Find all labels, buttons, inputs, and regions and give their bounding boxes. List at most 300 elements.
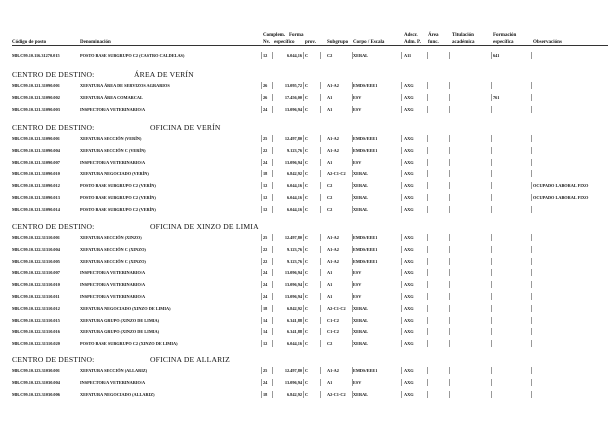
header-area-top: Área [428,33,439,38]
cell-nv: 22 [263,258,268,264]
column-divider [427,82,428,89]
column-divider [531,206,532,213]
header-complemento-top: Complem. [263,33,286,38]
cell-adscr: AXG [404,379,414,385]
cell-comp: 13.096,94 [284,282,302,288]
cell-forma: C [305,206,309,212]
table-row [0,170,615,177]
cell-comp: 12.497,80 [284,235,302,240]
cell-sub: A1-A2 [327,235,339,240]
column-divider [449,317,450,324]
column-divider [491,379,492,386]
header-adscr-top: Adscr. [404,33,418,38]
column-divider [427,135,428,142]
column-divider [401,246,402,253]
cell-comp: 12.497,80 [284,368,302,373]
column-divider [261,82,262,89]
cell-den: XEFATURA NEGOCIADO (ALLARIZ) [80,391,155,397]
cell-code: MR.C99.10.116.31270.015 [12,53,60,58]
cell-nv: 24 [263,282,268,288]
section-label: CENTRO DE DESTINO: [12,355,95,364]
column-divider [491,246,492,253]
cell-comp: 13.096,94 [284,270,302,276]
cell-forma: C [305,270,309,276]
column-divider [449,182,450,189]
column-divider [320,52,321,59]
column-divider [303,328,304,335]
column-divider [401,94,402,101]
cell-comp: 6.842,92 [286,305,302,311]
cell-forma: C [305,294,309,299]
column-divider [491,234,492,241]
cell-nv: 14 [263,317,268,323]
header-titulacion-bottom: académica [452,40,475,45]
cell-adscr: AXG [404,107,414,112]
column-divider [531,305,532,312]
cell-sub: A1 [327,159,333,165]
cell-sub: A2-C1-C2 [327,391,346,397]
cell-nv: 24 [263,159,268,165]
cell-nv: 22 [263,246,268,252]
table-row [0,234,615,241]
column-divider [401,206,402,213]
column-divider [449,194,450,201]
column-divider [491,391,492,398]
column-divider [303,391,304,398]
column-divider [303,194,304,201]
column-divider [261,135,262,142]
column-divider [320,293,321,300]
header-area-bottom: func. [428,40,439,45]
column-divider [303,52,304,59]
column-divider [303,234,304,241]
cell-forma: C [305,246,309,252]
cell-code: MR.C99.10.122.31310.011 [12,294,60,299]
column-divider [531,281,532,288]
cell-nv: 25 [263,368,268,373]
cell-comp: 9.123,76 [286,246,302,252]
table-row [0,340,615,347]
column-divider [531,170,532,177]
cell-adscr: AXG [404,317,414,323]
cell-comp: 6.044,16 [286,341,302,347]
column-divider [449,159,450,166]
column-divider [491,206,492,213]
cell-adscr: AXG [404,341,414,347]
section-name: OFICINA DE VERÍN [150,123,221,132]
column-divider [427,170,428,177]
cell-den: POSTO BASE SUBGRUPO C2 (XINZO DE LIMIA) [80,341,178,347]
column-divider [303,135,304,142]
cell-adscr: AXG [404,282,414,288]
cell-den: XEFATURA SECCIÓN C (XINZO) [80,258,146,264]
table-row [0,135,615,142]
column-divider [261,293,262,300]
table-row [0,367,615,374]
cell-den: INSPECTOR/A VETERINARIO/A [80,379,146,385]
column-divider [449,135,450,142]
cell-code: MR.C99.10.123.31030.004 [12,379,60,385]
column-divider [261,379,262,386]
column-divider [491,159,492,166]
column-divider [491,258,492,265]
cell-adscr: AXG [404,159,414,165]
column-divider [491,305,492,312]
cell-corpo: XERAL [353,195,369,200]
column-divider [427,194,428,201]
cell-code: MR.C99.10.123.31030.001 [12,368,60,373]
cell-nv: 26 [263,83,268,88]
cell-code: MR.C99.10.122.31310.005 [12,258,60,264]
cell-sub: A1-A2 [327,136,339,141]
cell-corpo: ESV [353,282,362,288]
cell-nv: 12 [263,183,268,189]
column-divider [531,94,532,101]
cell-adscr: AXG [404,294,414,299]
column-divider [303,170,304,177]
column-divider [449,206,450,213]
cell-forma: C [305,83,309,88]
cell-corpo: XERAL [353,53,369,58]
cell-code: MR.C99.10.123.31030.006 [12,391,60,397]
cell-nv: 25 [263,235,268,240]
cell-corpo: EMDS/EEE1 [353,147,378,153]
column-divider [449,340,450,347]
column-divider [320,135,321,142]
table-row [0,82,615,89]
cell-den: XEFATURA SECCIÓN (ALLARIZ) [80,368,148,373]
column-divider [303,305,304,312]
cell-sub: A1 [327,282,333,288]
column-divider [303,159,304,166]
cell-forma: C [305,329,309,335]
cell-nv: 12 [263,53,268,58]
cell-comp: 6.044,16 [286,206,302,212]
cell-corpo: XERAL [353,391,369,397]
column-divider [427,94,428,101]
column-divider [320,328,321,335]
cell-corpo: ESV [353,95,362,100]
column-divider [401,135,402,142]
cell-nv: 24 [263,294,268,299]
cell-forma: C [305,368,309,373]
cell-obs: OCUPADO LABORAL FIXO [533,195,589,200]
column-divider [427,269,428,276]
column-divider [303,94,304,101]
column-divider [303,379,304,386]
cell-adscr: A11 [404,53,412,58]
column-divider [303,82,304,89]
column-divider [491,182,492,189]
table-row [0,317,615,324]
cell-den: POSTO BASE SUBGRUPO C2 (CASTRO CALDELAS) [80,53,185,58]
cell-code: MR.C99.10.121.31090.014 [12,206,60,212]
cell-sub: A1-A2 [327,83,339,88]
cell-form: 761 [493,95,500,100]
cell-sub: A1-A2 [327,368,339,373]
cell-forma: C [305,183,309,189]
column-divider [449,147,450,154]
cell-adscr: AXG [404,235,414,240]
cell-den: POSTO BASE SUBGRUPO C2 (VERÍN) [80,206,156,212]
cell-sub: C2 [327,195,333,200]
column-divider [449,94,450,101]
cell-adscr: AXG [404,206,414,212]
cell-code: MR.C99.10.122.31310.015 [12,317,60,323]
column-divider [320,182,321,189]
column-divider [401,305,402,312]
cell-comp: 9.123,76 [286,147,302,153]
header-subgrupo: Subgrupo [327,40,349,45]
cell-sub: C2 [327,206,333,212]
cell-den: INSPECTOR/A VETERINARIO/A [80,294,146,299]
column-divider [303,269,304,276]
cell-corpo: XERAL [353,317,369,323]
column-divider [427,305,428,312]
column-divider [261,170,262,177]
table-row [0,194,615,201]
column-divider [261,317,262,324]
column-divider [491,147,492,154]
cell-den: XEFATURA GRUPO (XINZO DE LIMIA) [80,329,160,335]
table-row [0,147,615,154]
table-row [0,391,615,398]
table-row [0,305,615,312]
column-divider [427,340,428,347]
column-divider [531,340,532,347]
column-divider [449,170,450,177]
table-row [0,379,615,386]
cell-comp: 13.096,94 [284,294,302,299]
cell-code: MR.C99.10.121.31090.001 [12,136,60,141]
cell-den: XEFATURA NEGOCIADO (XINZO DE LIMIA) [80,305,171,311]
column-divider [320,170,321,177]
column-divider [401,367,402,374]
column-divider [401,391,402,398]
column-divider [491,317,492,324]
cell-corpo: XERAL [353,341,369,347]
cell-den: POSTO BASE SUBGRUPO C2 (VERÍN) [80,195,156,200]
cell-code: MR.C99.10.121.31090.002 [12,95,60,100]
column-divider [320,340,321,347]
column-divider [427,182,428,189]
column-divider [401,147,402,154]
cell-code: MR.C99.10.121.31090.004 [12,147,60,153]
cell-nv: 24 [263,107,268,112]
column-divider [491,106,492,113]
column-divider [320,269,321,276]
section-label: CENTRO DE DESTINO: [12,123,95,132]
cell-code: MR.C99.10.122.31310.010 [12,282,60,288]
column-divider [401,340,402,347]
column-divider [303,340,304,347]
cell-forma: C [305,195,309,200]
header-titulacion-top: Titulación [452,33,474,38]
column-divider [531,182,532,189]
cell-code: MR.C99.10.121.31090.010 [12,171,60,177]
header-rule [12,45,608,46]
cell-forma: C [305,53,309,58]
cell-adscr: AXG [404,83,414,88]
column-divider [427,293,428,300]
column-divider [427,379,428,386]
column-divider [449,328,450,335]
cell-comp: 6.044,16 [286,195,302,200]
column-divider [449,391,450,398]
cell-nv: 12 [263,341,268,347]
header-adscr-bottom: Adm. P. [404,40,421,45]
column-divider [531,159,532,166]
cell-code: MR.C99.10.121.31090.013 [12,195,60,200]
cell-adscr: AXG [404,305,414,311]
cell-den: INSPECTOR/A VETERINARIO/A [80,107,146,112]
cell-forma: C [305,107,309,112]
column-divider [449,82,450,89]
column-divider [491,82,492,89]
cell-comp: 13.096,94 [284,379,302,385]
section-name: OFICINA DE XINZO DE LIMIA [150,222,259,231]
cell-sub: C2 [327,341,333,347]
column-divider [531,293,532,300]
cell-sub: A1 [327,107,333,112]
column-divider [491,135,492,142]
column-divider [261,234,262,241]
column-divider [449,258,450,265]
cell-corpo: EMDS/EEE1 [353,258,378,264]
column-divider [320,379,321,386]
cell-den: INSPECTOR/A VETERINARIO/A [80,270,146,276]
header-forma-bottom: prov. [305,40,316,45]
cell-sub: A2-C1-C2 [327,305,346,311]
cell-nv: 26 [263,95,268,100]
cell-nv: 18 [263,305,268,311]
column-divider [531,269,532,276]
cell-corpo: EMDS/EEE1 [353,246,378,252]
column-divider [531,82,532,89]
column-divider [491,293,492,300]
cell-nv: 14 [263,329,268,335]
column-divider [320,258,321,265]
column-divider [531,147,532,154]
cell-code: MR.C99.10.122.31310.012 [12,305,60,311]
column-divider [427,147,428,154]
column-divider [320,159,321,166]
cell-den: XEFATURA SECCIÓN C (VERÍN) [80,147,146,153]
cell-forma: C [305,258,309,264]
cell-nv: 12 [263,195,268,200]
column-divider [449,106,450,113]
table-row [0,246,615,253]
cell-obs: OCUPADO LABORAL FIXO [533,183,589,189]
column-divider [531,106,532,113]
cell-corpo: ESV [353,270,362,276]
column-divider [491,269,492,276]
column-divider [427,246,428,253]
cell-den: XEFATURA ÁREA COMARCAL [80,95,143,100]
column-divider [531,258,532,265]
cell-comp: 6.842,92 [286,391,302,397]
cell-den: XEFATURA SECCIÓN (XINZO) [80,235,142,240]
column-divider [531,194,532,201]
cell-comp: 13.095,72 [284,83,302,88]
column-divider [449,379,450,386]
table-row [0,94,615,101]
cell-forma: C [305,391,309,397]
cell-code: MR.C99.10.121.31090.003 [12,107,60,112]
column-divider [427,234,428,241]
column-divider [303,106,304,113]
cell-adscr: AXG [404,368,414,373]
column-divider [427,258,428,265]
column-divider [320,281,321,288]
column-divider [261,182,262,189]
header-corpo: Corpo / Escala [353,40,385,45]
column-divider [261,340,262,347]
cell-den: XEFATURA ÁREA DE SERVIZOS AGRARIOS [80,83,170,88]
column-divider [491,94,492,101]
column-divider [491,194,492,201]
cell-corpo: XERAL [353,171,369,177]
column-divider [531,379,532,386]
cell-code: MR.C99.10.122.31310.004 [12,246,60,252]
cell-adscr: AXG [404,147,414,153]
column-divider [427,317,428,324]
section-label: CENTRO DE DESTINO: [12,222,95,231]
cell-forma: C [305,317,309,323]
column-divider [491,367,492,374]
column-divider [401,182,402,189]
cell-sub: A1 [327,294,333,299]
header-nivel: Nv. [263,40,271,45]
cell-forma: C [305,235,309,240]
cell-form: 641 [493,53,500,58]
column-divider [401,106,402,113]
table-row [0,206,615,213]
cell-comp: 6.341,88 [286,329,302,335]
column-divider [303,147,304,154]
table-row [0,269,615,276]
cell-sub: C2 [327,183,333,189]
cell-adscr: AXG [404,391,414,397]
section-label: CENTRO DE DESTINO: [12,70,95,79]
cell-corpo: XERAL [353,329,369,335]
header-denominacion: Denominación [80,40,111,45]
cell-corpo: XERAL [353,305,369,311]
cell-corpo: XERAL [353,183,369,189]
table-row [0,159,615,166]
column-divider [303,206,304,213]
column-divider [261,159,262,166]
cell-den: XEFATURA GRUPO (XINZO DE LIMIA) [80,317,160,323]
column-divider [261,106,262,113]
column-divider [261,194,262,201]
column-divider [261,328,262,335]
cell-forma: C [305,282,309,288]
column-divider [449,234,450,241]
cell-forma: C [305,171,309,177]
cell-sub: C2 [327,53,333,58]
cell-comp: 13.096,94 [284,159,302,165]
column-divider [303,258,304,265]
cell-corpo: ESV [353,107,362,112]
cell-code: MR.C99.10.122.31310.020 [12,341,60,347]
cell-den: INSPECTOR/A VETERINARIO/A [80,159,146,165]
column-divider [320,305,321,312]
column-divider [261,269,262,276]
column-divider [401,379,402,386]
column-divider [427,328,428,335]
cell-nv: 22 [263,147,268,153]
